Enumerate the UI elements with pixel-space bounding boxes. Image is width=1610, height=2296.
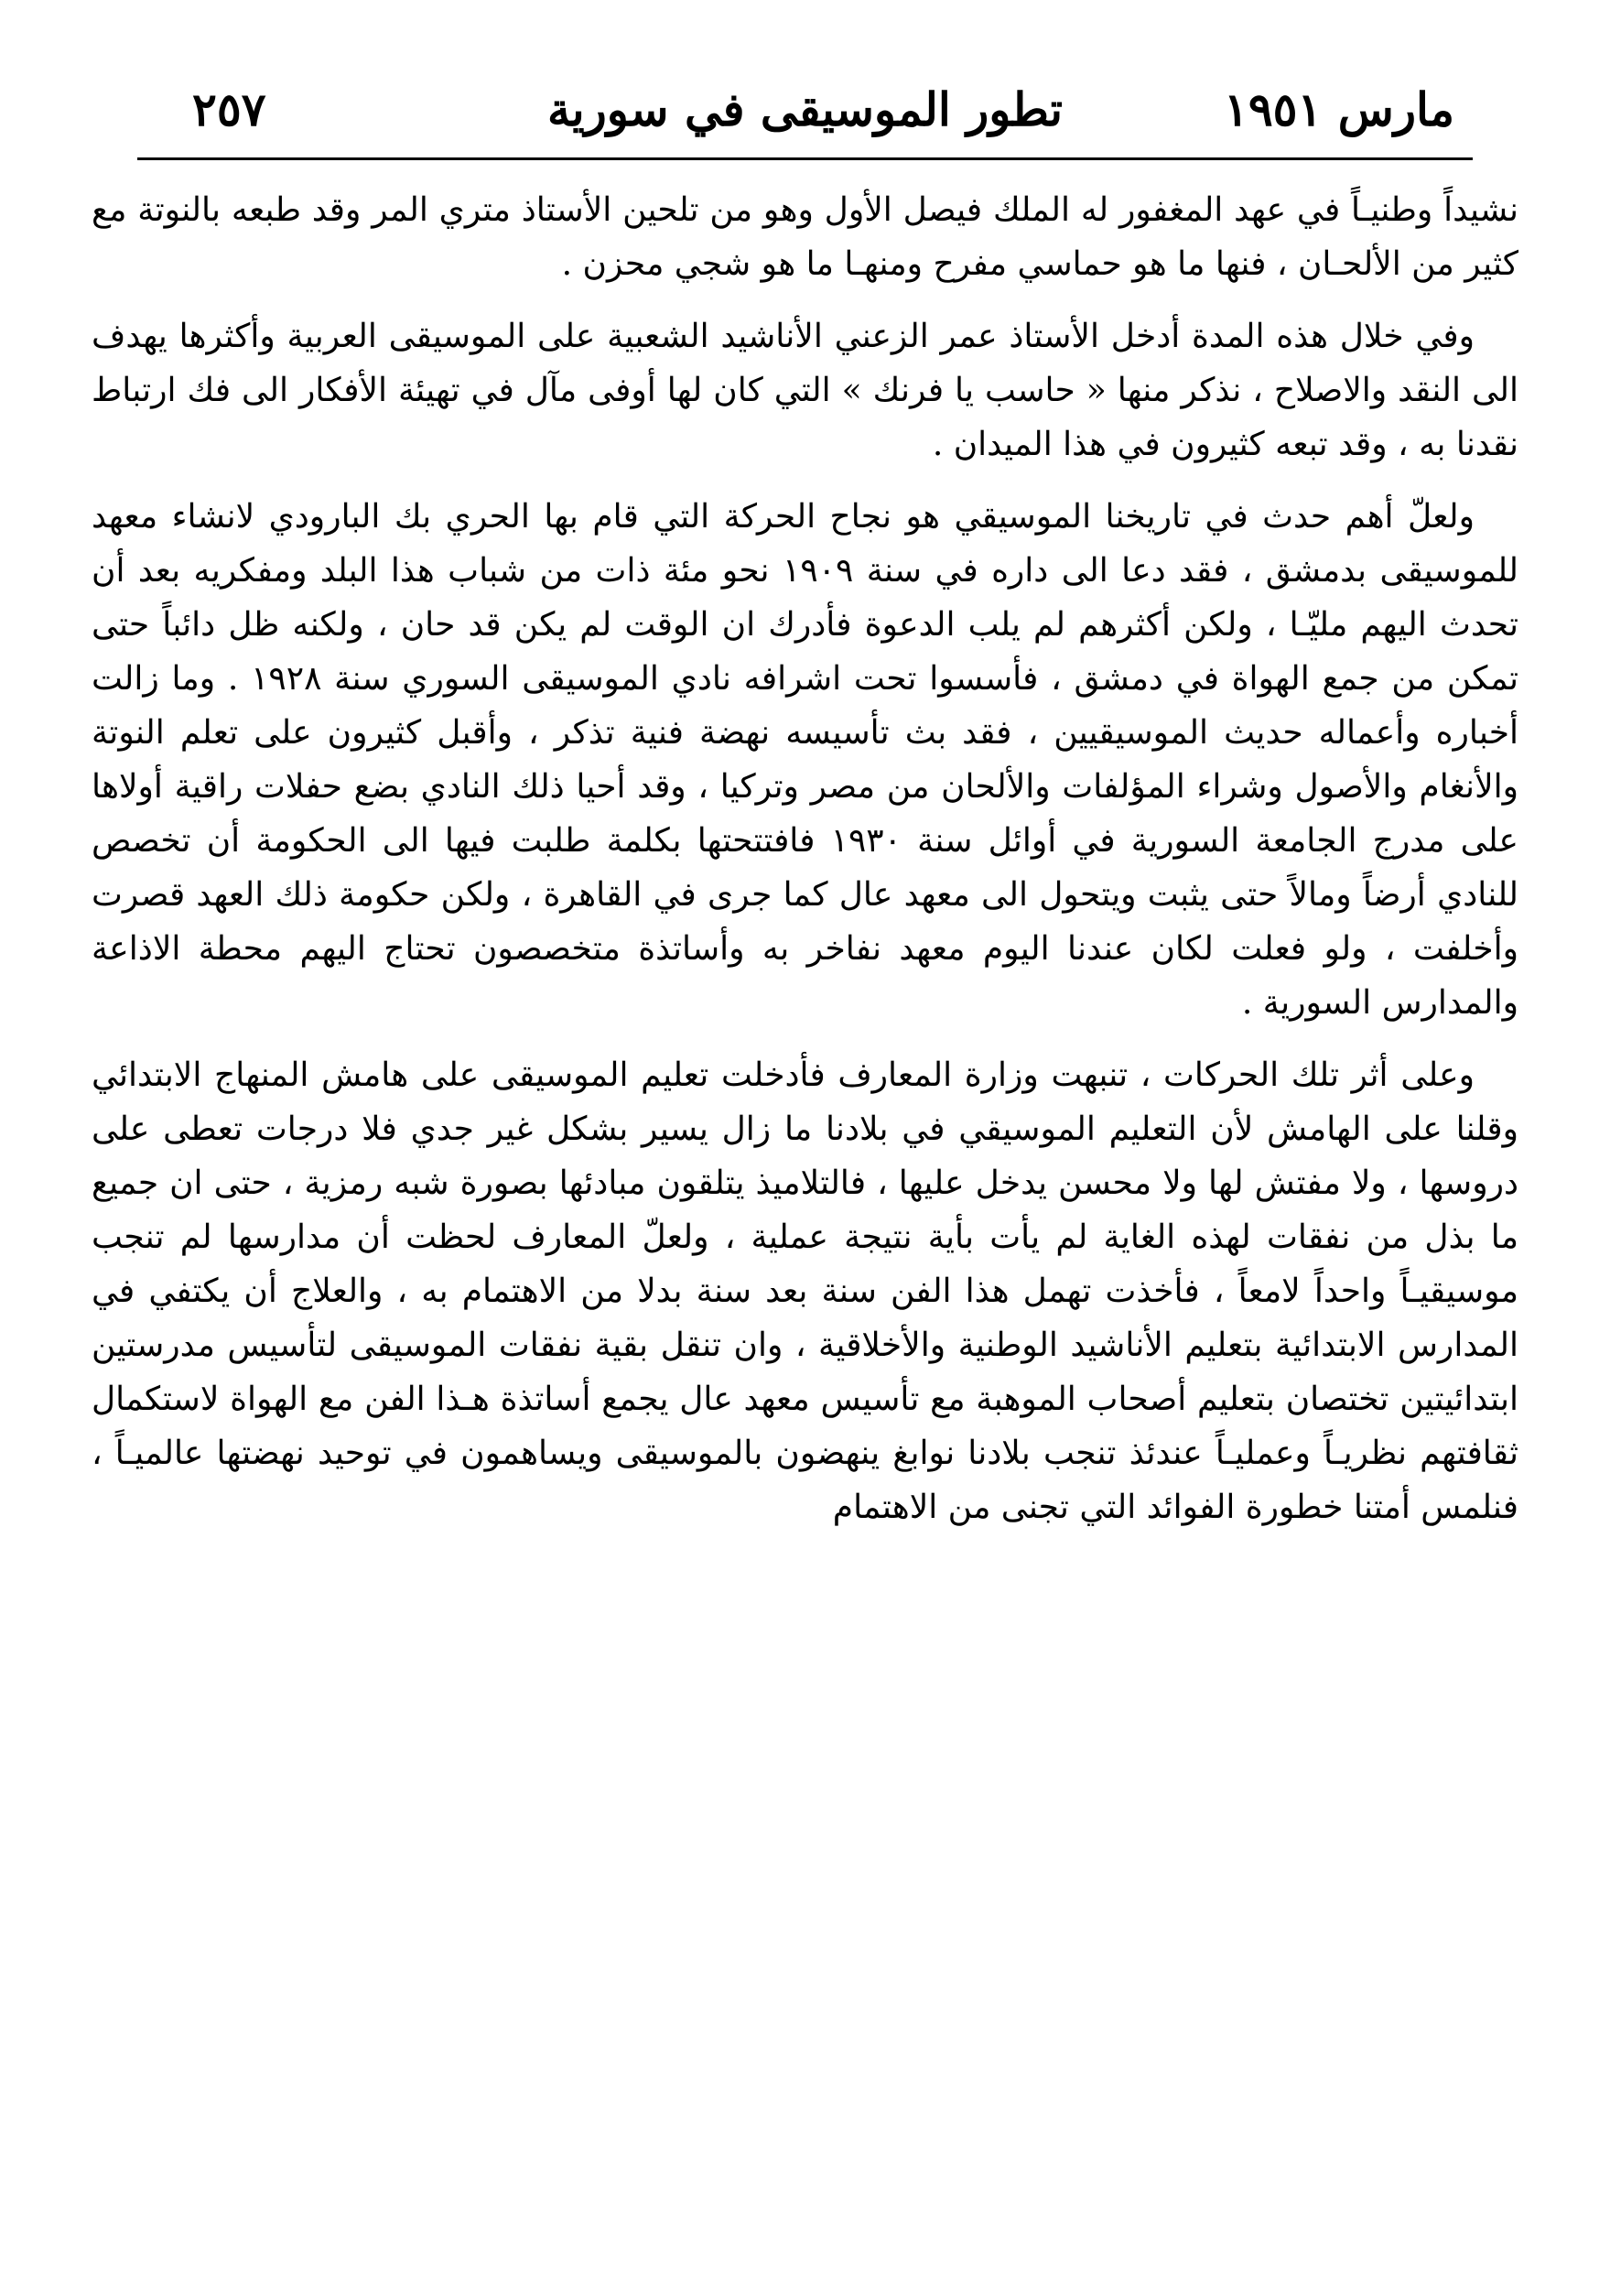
article-body — [92, 183, 1518, 1553]
page-number: ٢٥٧ — [192, 82, 266, 136]
paragraph: نشيداً وطنيـاً في عهد المغفور له الملك فيصل الأول وهو من تلحين الأستاذ متري المر وقد طبعه بالنوتة مع كثير من الألحـان ، فنها ما هو حماسي مفرح ومنهـا ما هو شجي محزن . — [92, 191, 1518, 283]
page-header — [137, 73, 1473, 146]
running-title: تطور الموسيقى في سورية — [546, 82, 1064, 136]
issue-date: مارس ١٩٥١ — [1223, 82, 1454, 136]
paragraph: وفي خلال هذه المدة أدخل الأستاذ عمر الزعني الأناشيد الشعبية على الموسيقى العربية وأكثرها يهدف الى النقد والاصلاح ، نذكر منها « حاسب يا فرنك » التي كان لها أوفى مآل في تهيئة الأفكار الى فك ارتباط نقدنا به ، وقد تبعه كثيرون في هذا الميدان . — [92, 318, 1518, 463]
header-divider — [137, 157, 1473, 160]
paragraph: ولعلّ أهم حدث في تاريخنا الموسيقي هو نجاح الحركة التي قام بها الحري بك البارودي لانشاء معهد للموسيقى بدمشق ، فقد دعا الى داره في سنة ١٩٠٩ نحو مئة ذات من شباب هذا البلد ومفكريه بعد أن تحدث اليهم مليّـا ، ولكن أكثرهم لم يلب الدعوة فأدرك ان الوقت لم يكن قد حان ، ولكنه ظل دائباً حتى تمكن من جمع الهواة في دمشق ، فأسسوا تحت اشرافه نادي الموسيقى السوري سنة ١٩٢٨ . وما زالت أخباره وأعماله حديث الموسيقيين ، فقد بث تأسيسه نهضة فنية تذكر ، وأقبل كثيرون على تعلم النوتة والأنغام والأصول وشراء المؤلفات والألحان من مصر وتركيا ، وقد أحيا ذلك النادي بضع حفلات راقية أولاها على مدرج الجامعة السورية في أوائل سنة ١٩٣٠ فافتتحتها بكلمة طلبت فيها الى الحكومة أن تخصص للنادي أرضاً ومالاً حتى يثبت ويتحول الى معهد عال كما جرى في القاهرة ، ولكن حكومة ذلك العهد قصرت وأخلفت ، ولو فعلت لكان عندنا اليوم معهد نفاخر به وأساتذة متخصصون تحتاج اليهم محطة الاذاعة والمدارس السورية . — [92, 498, 1519, 1022]
paragraph: وعلى أثر تلك الحركات ، تنبهت وزارة المعارف فأدخلت تعليم الموسيقى على هامش المنهاج الابتدائي وقلنا على الهامش لأن التعليم الموسيقي في بلادنا ما زال يسير بشكل غير جدي فلا درجات تعطى على دروسها ، ولا مفتش لها ولا محسن يدخل عليها ، فالتلاميذ يتلقون مبادئها بصورة شبه رمزية ، حتى ان جميع ما بذل من نفقات لهذه الغاية لم يأت بأية نتيجة عملية ، ولعلّ المعارف لحظت أن مدارسها لم تنجب موسيقيـاً واحداً لامعاً ، فأخذت تهمل هذا الفن سنة بعد سنة بدلا من الاهتمام به ، والعلاج أن يكتفي في المدارس الابتدائية بتعليم الأناشيد الوطنية والأخلاقية ، وان تنقل بقية نفقات الموسيقى لتأسيس مدرستين ابتدائيتين تختصان بتعليم أصحاب الموهبة مع تأسيس معهد عال يجمع أساتذة هـذا الفن مع الهواة لاستكمال ثقافتهم نظريـاً وعمليـاً عندئذ تنجب بلادنا نوابغ ينهضون بالموسيقى ويساهمون في توحيد نهضتها عالميـاً ، فنلمس أمتنا خطورة الفوائد التي تجنى من الاهتمام — [92, 1056, 1518, 1526]
